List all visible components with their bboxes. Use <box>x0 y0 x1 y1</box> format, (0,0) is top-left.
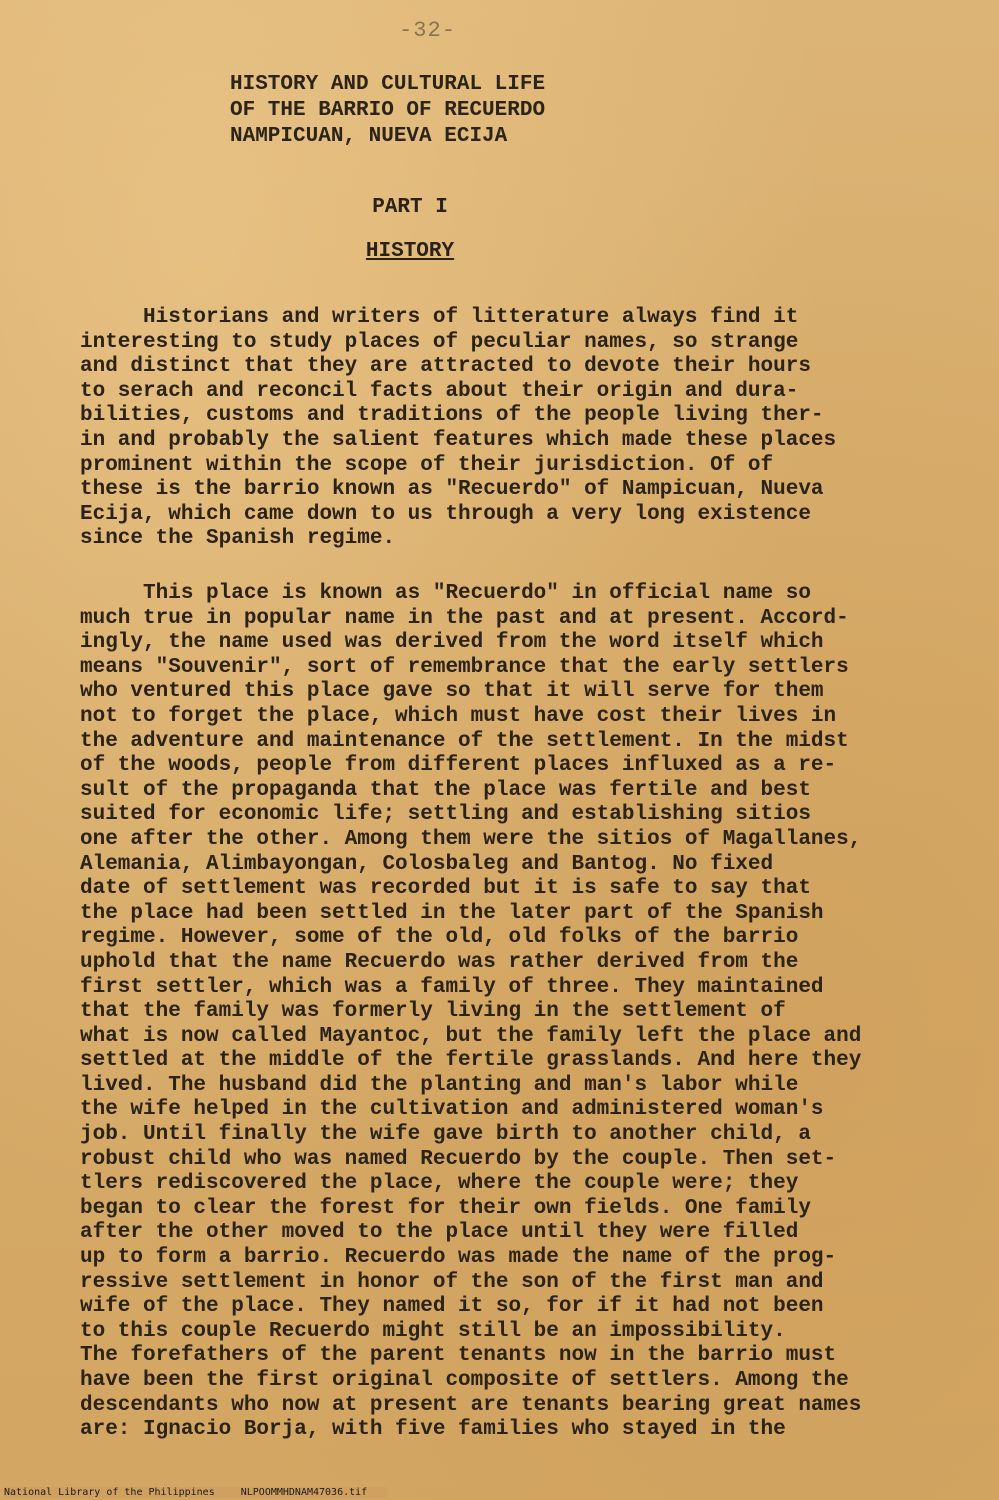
text-line: uphold that the name Recuerdo was rather derived from the <box>80 950 799 974</box>
text-line: these is the barrio known as "Recuerdo" of Nampicuan, Nueva <box>80 478 824 502</box>
text-line: of the woods, people from different places influxed as a re- <box>80 754 837 778</box>
text-line: in and probably the salient features which made these places <box>80 428 837 452</box>
text-line: settled at the middle of the fertile grasslands. And here they <box>80 1049 862 1073</box>
text-line: The forefathers of the parent tenants now in the barrio must <box>80 1344 837 1368</box>
text-line: sult of the propaganda that the place was fertile and best <box>80 778 811 802</box>
title-line: HISTORY AND CULTURAL LIFE <box>230 73 546 96</box>
text-line: to this couple Recuerdo might still be an impossibility. <box>80 1319 786 1343</box>
text-line: that the family was formerly living in the settlement of <box>80 1000 786 1024</box>
part-heading: PART I <box>372 196 448 219</box>
text-line: after the other moved to the place until they were filled <box>80 1221 799 1245</box>
text-line: Historians and writers of litterature always find it <box>80 306 799 329</box>
text-line: regime. However, some of the old, old folks of the barrio <box>80 926 799 950</box>
text-line: Ecija, which came down to us through a very long existence <box>80 502 811 526</box>
paragraph-intro <box>80 306 975 552</box>
text-line: are: Ignacio Borja, with five families who stayed in the <box>80 1418 786 1442</box>
text-line: not to forget the place, which must have cost their lives in <box>80 704 837 728</box>
page-number: -32- <box>399 18 456 43</box>
text-line: date of settlement was recorded but it is safe to say that <box>80 877 811 901</box>
text-line: ressive settlement in honor of the son of the first man and <box>80 1270 824 1294</box>
text-line: wife of the place. They named it so, for if it had not been <box>80 1295 824 1319</box>
text-line: suited for economic life; settling and establishing sitios <box>80 803 811 827</box>
text-line: to serach and reconcil facts about their origin and dura- <box>80 379 799 403</box>
text-line: and distinct that they are attracted to devote their hours <box>80 355 811 379</box>
text-line: prominent within the scope of their jurisdiction. Of of <box>80 453 774 477</box>
library-label: National Library of the Philippines <box>4 1487 215 1498</box>
text-line: what is now called Mayantoc, but the family left the place and <box>80 1024 862 1048</box>
text-line: lived. The husband did the planting and man's labor while <box>80 1073 799 1097</box>
text-line: began to clear the forest for their own fields. One family <box>80 1196 811 1220</box>
text-line: This place is known as "Recuerdo" in official name so <box>80 582 811 605</box>
text-line: descendants who now at present are tenants bearing great names <box>80 1393 862 1417</box>
text-line: the place had been settled in the later part of the Spanish <box>80 901 824 925</box>
text-line: tlers rediscovered the place, where the couple were; they <box>80 1172 799 1196</box>
text-line: the adventure and maintenance of the settlement. In the midst <box>80 729 849 753</box>
title-line: OF THE BARRIO OF RECUERDO <box>230 99 546 122</box>
paragraph-history <box>80 582 975 1443</box>
text-line: who ventured this place gave so that it will serve for them <box>80 680 824 704</box>
text-line: one after the other. Among them were the sitios of Magallanes, <box>80 827 862 851</box>
text-line: bilities, customs and traditions of the people living ther- <box>80 404 824 428</box>
text-line: ingly, the name used was derived from the word itself which <box>80 631 824 655</box>
text-line: since the Spanish regime. <box>80 527 396 551</box>
section-heading: HISTORY <box>365 240 455 263</box>
text-line: robust child who was named Recuerdo by the couple. Then set- <box>80 1147 837 1171</box>
text-line: means "Souvenir", sort of remembrance that the early settlers <box>80 655 849 679</box>
text-line: much true in popular name in the past and at present. Accord- <box>80 606 849 630</box>
scan-footer <box>4 1487 387 1498</box>
text-line: have been the first original composite of settlers. Among the <box>80 1369 849 1392</box>
text-line: first settler, which was a family of three. They maintained <box>80 975 824 999</box>
document-title <box>230 72 545 150</box>
title-line: NAMPICUAN, NUEVA ECIJA <box>230 125 508 148</box>
file-name: NLPOOMMHDNAM47036.tif <box>240 1487 368 1498</box>
text-line: the wife helped in the cultivation and administered woman's <box>80 1098 824 1122</box>
text-line: job. Until finally the wife gave birth to another child, a <box>80 1123 811 1147</box>
text-line: Alemania, Alimbayongan, Colosbaleg and Bantog. No fixed <box>80 852 774 876</box>
text-line: up to form a barrio. Recuerdo was made the name of the prog- <box>80 1246 837 1270</box>
text-line: interesting to study places of peculiar names, so strange <box>80 330 799 354</box>
